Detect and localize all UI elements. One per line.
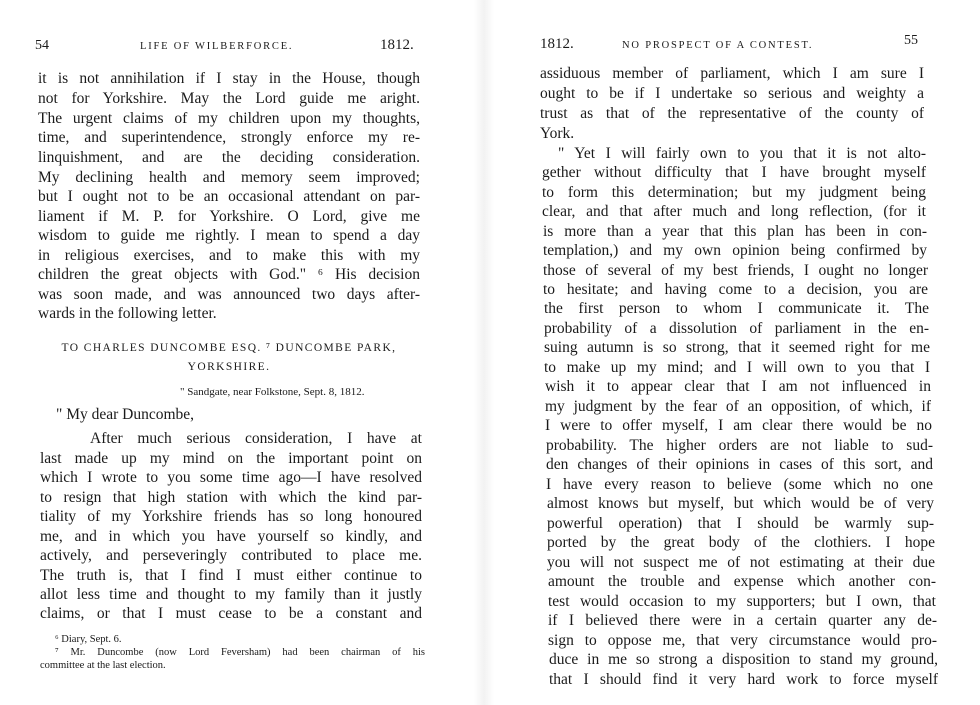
text-line: York. [540,125,575,142]
text-line: but I ought not to be an occasional attendant on par- [38,188,420,205]
text-line: duce in me so strong a disposition to stand my ground, [549,651,938,668]
text-line: templation,) and my own opinion being confirmed by [543,242,927,259]
text-line: wish it to appear clear that I am not influenced in [545,378,931,395]
text-line: children the great objects with God." ⁶ His decision [38,266,420,283]
text-line: actively, and perseveringly contributed to place me. [40,547,422,564]
text-line: allot less time and thought to my family than it justly [40,586,422,603]
text-line: " Yet I will fairly own to you that it is not alto- [558,145,926,162]
running-title: NO PROSPECT OF A CONTEST. [622,40,814,51]
text-line: my judgment by the fear of an opposition, of which, if [545,398,931,415]
text-line: sign to oppose me, that very circumstance would pro- [548,632,937,649]
text-line: was soon made, and was announced two days after- [38,286,420,303]
right-page [500,0,980,705]
text-line: trust as that of the representative of the county of [540,105,924,122]
text-line: I have every reason to believe (some which no one [546,476,933,493]
text-line: to hesitate; and having come to a decision, you are [543,281,928,298]
left-page [0,0,470,705]
text-line: ought to be if I undertake so serious and weighty a [540,85,924,102]
text-line: that I should find it very hard work to force myself [549,671,938,688]
text-line: tiality of my Yorkshire friends has so long honoured [40,508,422,525]
address-line: YORKSHIRE. [187,361,271,373]
page-number: 55 [904,33,918,48]
letter-dateline: " Sandgate, near Folkstone, Sept. 8, 1812. [180,386,365,398]
text-line: almost knows but myself, but which would be of very [547,495,934,512]
text-line: claims, or that I must cease to be a constant and [40,605,422,622]
text-line: time, and superintendence, strongly enforce my re- [38,129,420,146]
text-line: The truth is, that I find I must either continue to [40,567,422,584]
header-year: 1812. [380,37,414,53]
text-line: powerful operation) that I should be warmly sup- [547,515,934,532]
letter-salutation: " My dear Duncombe, [56,406,195,423]
text-line: liament if M. P. for Yorkshire. O Lord, give me [38,208,420,225]
text-line: probability. The higher orders are not liable to sud- [546,437,933,454]
text-line: those of several of my best friends, I ought no longer [543,262,928,279]
text-line: den changes of their opinions in cases of this sort, and [546,456,933,473]
text-line: in religious exercises, and to make this with my [38,247,420,264]
text-line: After much serious consideration, I have at [90,430,422,447]
text-line: you will not suspect me of not estimating at their due [547,554,935,571]
footnote: committee at the last election. [40,660,166,671]
header-year: 1812. [540,36,574,52]
text-line: probability of a dissolution of parliament in the en- [544,320,929,337]
text-line: The urgent claims of my children upon my thoughts, [38,110,420,127]
text-line: assiduous member of parliament, which I am sure I [540,65,924,82]
text-line: ported by the great body of the clothiers. I hope [547,534,935,551]
footnote: ⁶ Diary, Sept. 6. [55,634,122,645]
text-line: which I wrote to you some time ago—I have resolved [40,469,422,486]
text-line: me, and in which you have yourself so kindly, and [40,528,422,545]
text-line: wisdom to guide me rightly. I mean to spend a day [38,227,420,244]
text-line: clear, and that after much and long reflection, (for it [542,203,926,220]
footnote: ⁷ Mr. Duncombe (now Lord Feversham) had been chairman of his [55,647,425,658]
text-line: not for Yorkshire. May the Lord guide me aright. [38,90,420,107]
text-line: it is not annihilation if I stay in the House, though [38,70,420,87]
text-line: I were to offer myself, I am clear there would be no [545,417,932,434]
text-line: is more than a year that this plan has been in con- [543,223,927,240]
text-line: the first person to whom I communicate it. The [544,300,929,317]
text-line: My declining health and memory seem improved; [38,169,420,186]
page-number: 54 [35,38,49,53]
text-line: amount the trouble and expense which another con- [548,573,936,590]
book-gutter [474,0,494,705]
text-line: test would occasion to my supporters; but I own, that [548,593,936,610]
text-line: suing autumn is so strong, that it seemed right for me [544,339,930,356]
text-line: if I believed there were in a certain quarter any de- [548,612,937,629]
text-line: to form this determination; but my judgment being [542,184,926,201]
text-line: to make up my mind; and I will own to you that I [544,359,930,376]
address-line: TO CHARLES DUNCOMBE ESQ. ⁷ DUNCOMBE PARK, [61,342,397,354]
running-title: LIFE OF WILBERFORCE. [140,41,294,52]
text-line: gether without difficulty that I have brought myself [542,164,926,181]
text-line: to resign that high station with which the kind par- [40,489,422,506]
text-line: linquishment, and are the deciding consideration. [38,149,420,166]
text-line: last made up my mind on the important point on [40,450,422,467]
text-line: wards in the following letter. [38,305,217,322]
